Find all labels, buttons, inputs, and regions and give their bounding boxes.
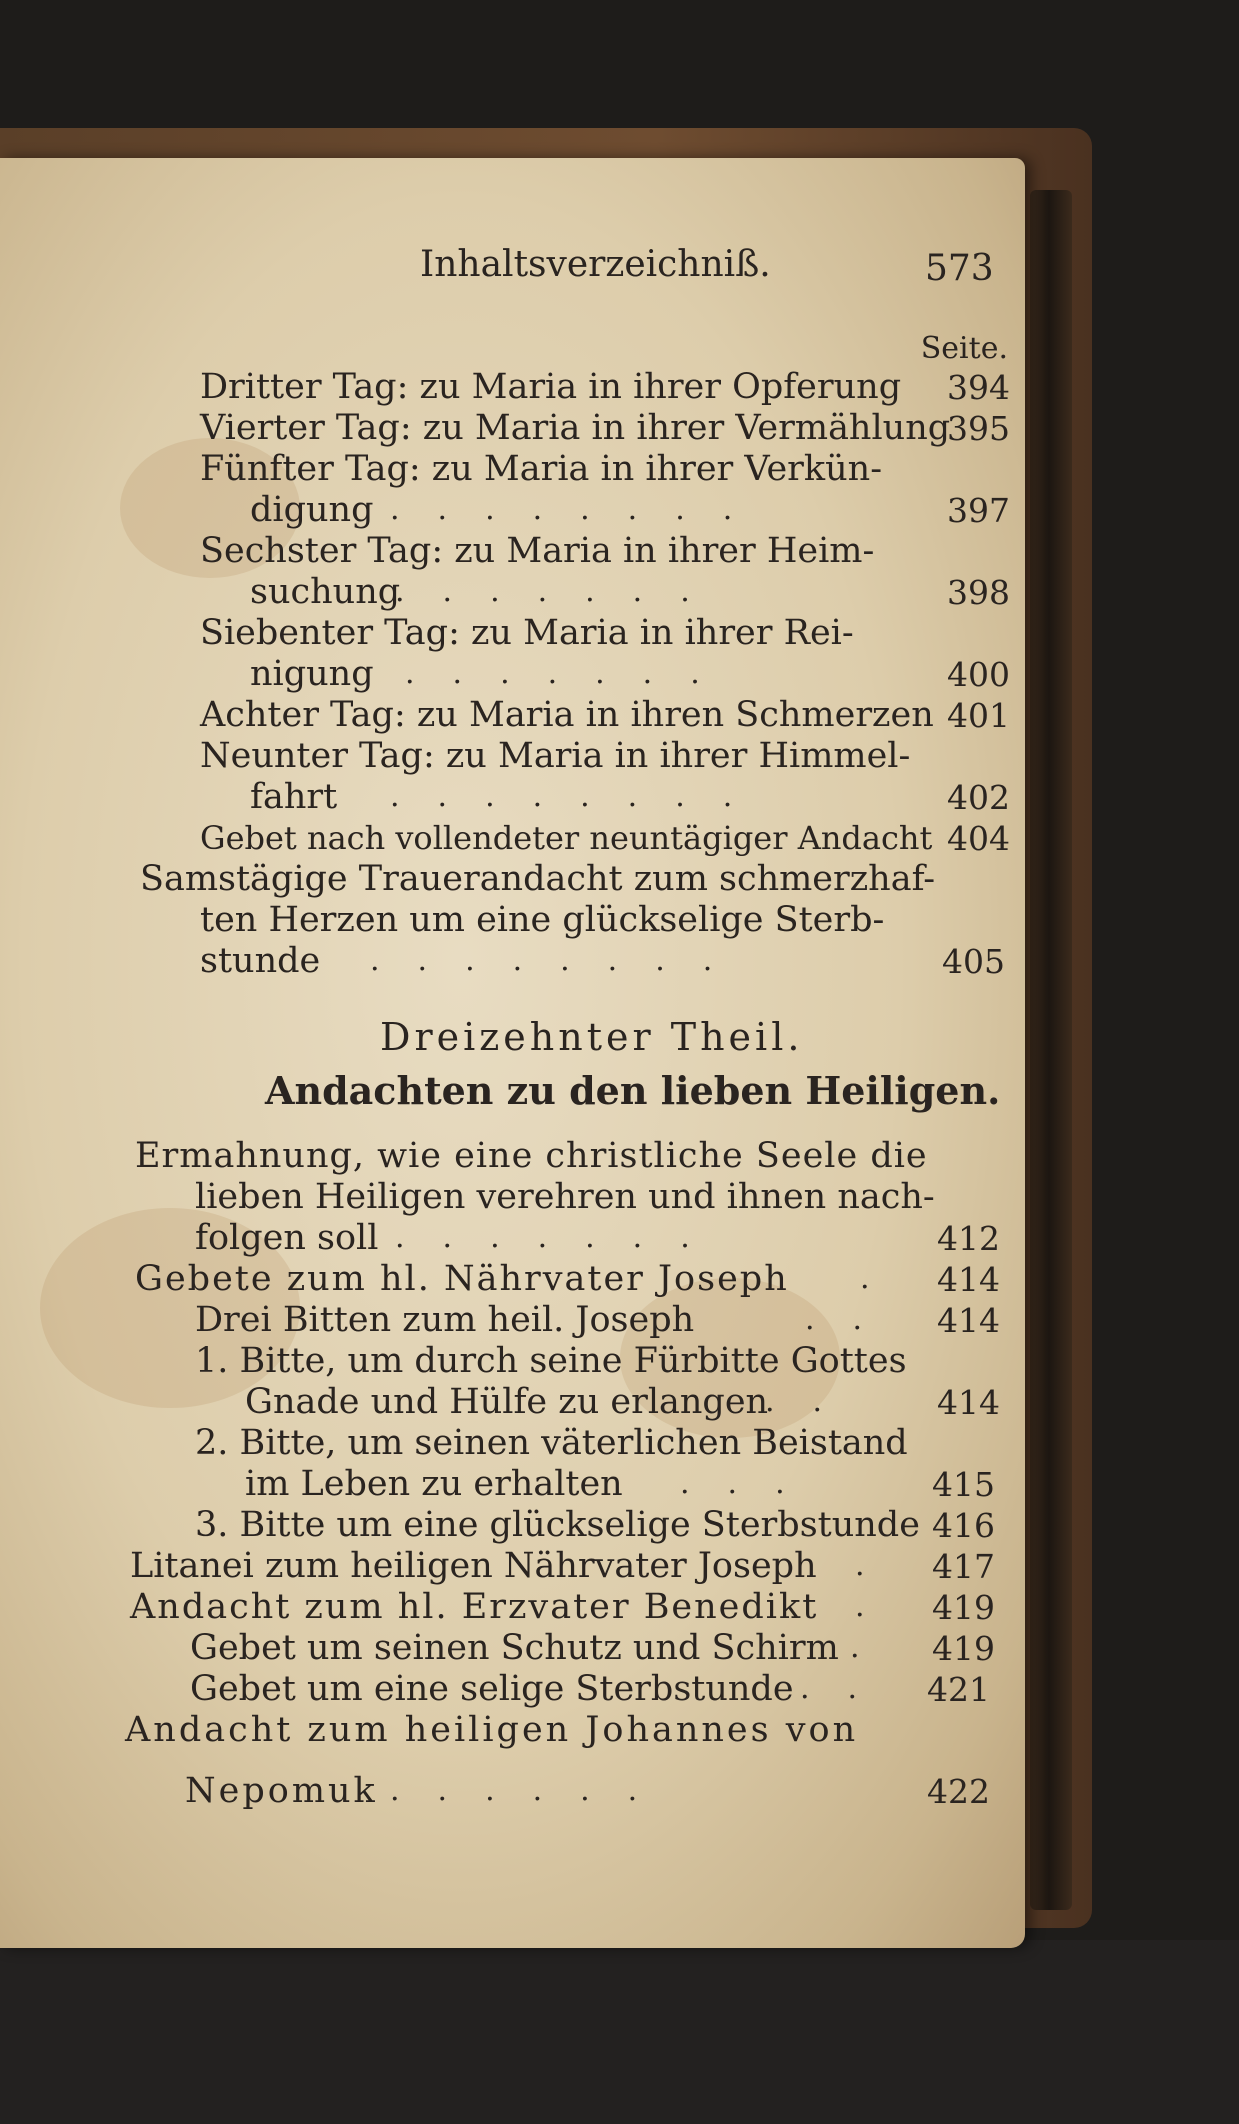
leader-dots: ......: [390, 1773, 676, 1808]
toc-page: 421: [927, 1670, 990, 1709]
toc-page: 397: [947, 491, 1010, 530]
toc-line: 2. Bitte, um seinen väterlichen Beistand: [195, 1423, 908, 1463]
toc-page: 415: [932, 1465, 995, 1504]
toc-page: 402: [947, 778, 1010, 817]
toc-page: 400: [947, 655, 1010, 694]
toc-line: Drei Bitten zum heil. Joseph: [195, 1300, 695, 1340]
leader-dots: .: [860, 1261, 908, 1296]
toc-line: Andacht zum heiligen Johannes von: [125, 1710, 859, 1750]
toc-page: 414: [937, 1301, 1000, 1340]
toc-line: digung: [250, 490, 374, 530]
leader-dots: .......: [395, 574, 728, 609]
toc-page: 422: [927, 1772, 990, 1811]
leader-dots: ..: [800, 1671, 896, 1706]
toc-line: fahrt: [250, 777, 338, 817]
toc-page: 405: [942, 942, 1005, 981]
toc-page: 419: [932, 1588, 995, 1627]
toc-page: 401: [947, 696, 1010, 735]
toc-line: 3. Bitte um eine glückselige Sterbstunde: [195, 1505, 920, 1545]
toc-line: Litanei zum heiligen Nährvater Joseph: [130, 1546, 817, 1586]
toc-line: Vierter Tag: zu Maria in ihrer Vermählung: [200, 408, 951, 448]
toc-line: stunde: [200, 941, 321, 981]
toc-line: Nepomuk: [185, 1771, 378, 1811]
toc-line: Gebet um eine selige Sterbstunde: [190, 1669, 794, 1709]
toc-line: Gebet nach vollendeter neuntägiger Andacht: [200, 819, 933, 857]
toc-line: Ermahnung, wie eine christliche Seele die: [135, 1136, 928, 1176]
toc-line: suchung: [250, 572, 401, 612]
toc-line: 1. Bitte, um durch seine Fürbitte Gottes: [195, 1341, 907, 1381]
toc-page: 394: [947, 368, 1010, 407]
toc-line: nigung: [250, 654, 374, 694]
toc-line: Siebenter Tag: zu Maria in ihrer Rei-: [200, 613, 854, 653]
toc-line: Gnade und Hülfe zu erlangen: [245, 1382, 769, 1422]
toc-line: im Leben zu erhalten: [245, 1464, 623, 1504]
toc-line: Achter Tag: zu Maria in ihren Schmerzen: [200, 695, 934, 735]
leader-dots: ...: [680, 1466, 823, 1501]
dark-background: [0, 1940, 1239, 2124]
leader-dots: ........: [370, 943, 751, 978]
toc-line: Neunter Tag: zu Maria in ihrer Himmel-: [200, 736, 911, 776]
leader-dots: ..: [805, 1302, 901, 1337]
leader-dots: ..: [765, 1384, 861, 1419]
toc-line: Andacht zum hl. Erzvater Benedikt: [130, 1587, 819, 1627]
leader-dots: ........: [390, 779, 771, 814]
toc-page: 419: [932, 1629, 995, 1668]
toc-line: Samstägige Trauerandacht zum schmerzhaf-: [140, 859, 936, 899]
leader-dots: .: [850, 1630, 898, 1665]
toc-line: Dritter Tag: zu Maria in ihrer Opferung: [200, 367, 902, 407]
toc-page: 417: [932, 1547, 995, 1586]
leader-dots: .: [855, 1589, 903, 1624]
toc-page: 404: [947, 819, 1010, 858]
toc-page: 414: [937, 1260, 1000, 1299]
leader-dots: .: [855, 1548, 903, 1583]
toc-page: 414: [937, 1383, 1000, 1422]
book-cover-edge: [1030, 190, 1072, 1910]
toc-line: folgen soll: [195, 1218, 379, 1258]
toc-page: 416: [932, 1506, 995, 1545]
toc-line: Sechster Tag: zu Maria in ihrer Heim-: [200, 531, 875, 571]
running-head: Inhaltsverzeichniß.: [420, 244, 771, 285]
toc-line: ten Herzen um eine glückselige Sterb-: [200, 900, 885, 940]
toc-page: 398: [947, 573, 1010, 612]
leader-dots: .......: [395, 1220, 728, 1255]
toc-line: Gebete zum hl. Nährvater Joseph: [135, 1259, 789, 1299]
toc-page: 395: [947, 409, 1010, 448]
part-heading: Dreizehnter Theil.: [380, 1015, 804, 1059]
toc-line: Fünfter Tag: zu Maria in ihrer Verkün-: [200, 449, 883, 489]
leader-dots: ........: [390, 492, 771, 527]
section-subtitle: Andachten zu den lieben Heiligen.: [265, 1068, 1001, 1113]
toc-page: 412: [937, 1219, 1000, 1258]
page-number: 573: [925, 248, 994, 289]
toc-line: Gebet um seinen Schutz und Schirm: [190, 1628, 839, 1668]
leader-dots: .......: [405, 656, 738, 691]
seite-label: Seite.: [920, 331, 1008, 366]
toc-line: lieben Heiligen verehren und ihnen nach-: [195, 1177, 935, 1217]
